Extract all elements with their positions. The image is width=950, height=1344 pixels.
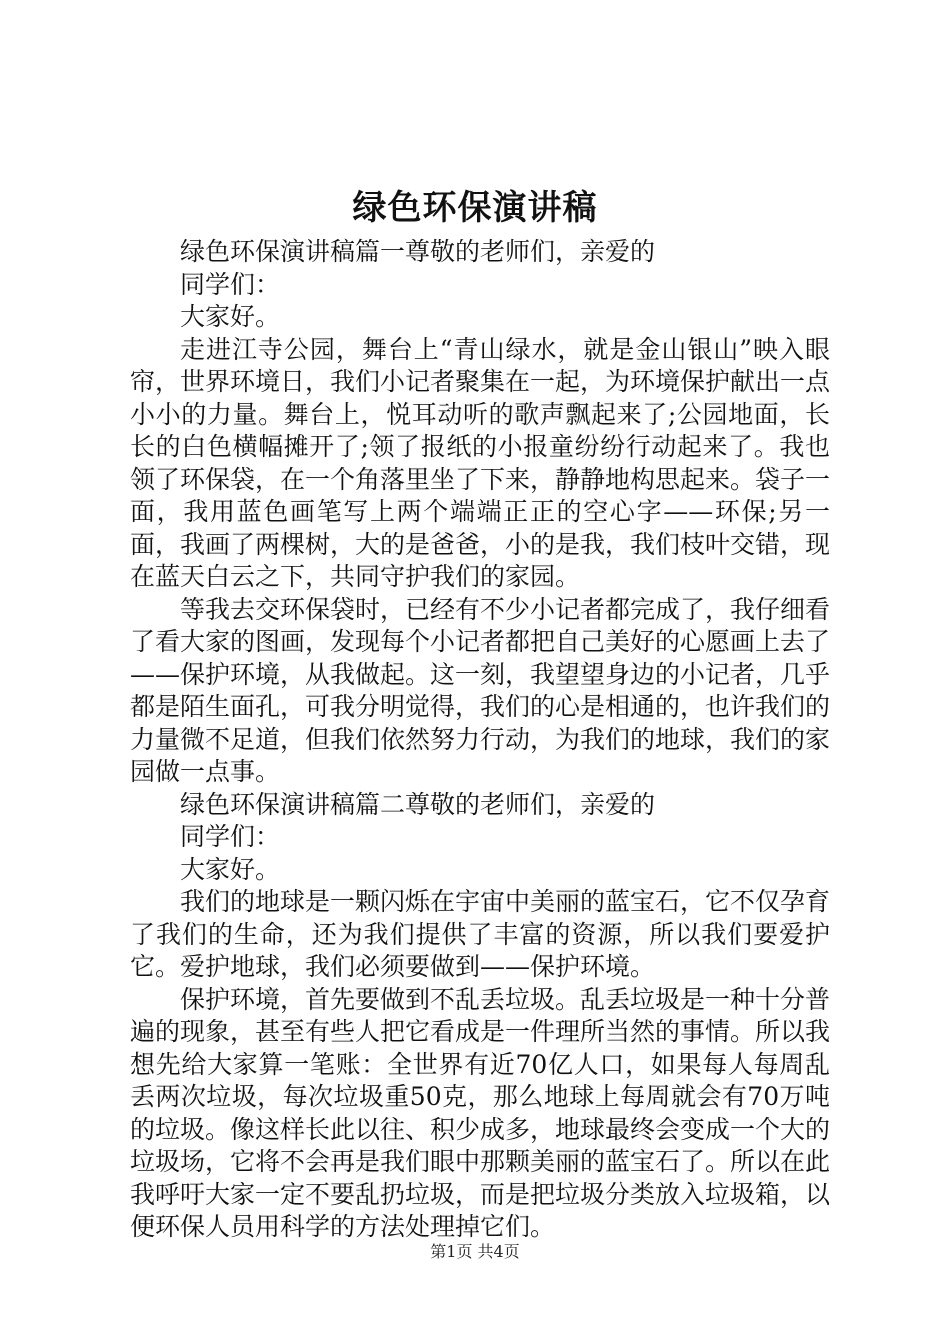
body-paragraph: 我们的地球是一颗闪烁在宇宙中美丽的蓝宝石，它不仅孕育了我们的生命，还为我们提供了丰富的资源，所以我们要爱护它。爱护地球，我们必须要做到——保护环境。 xyxy=(130,887,831,981)
greeting-line: 大家好。 xyxy=(180,302,281,331)
page-number-footer: 第1页 共4页 xyxy=(430,1242,520,1261)
body-paragraph: 走进江寺公园，舞台上“青山绿水，就是金山银山”映入眼帘，世界环境日，我们小记者聚集在一起，为环境保护献出一点小小的力量。舞台上，悦耳动听的歌声飘起来了;公园地面，长长的白色横幅摊开了;领了报纸的小报童纷纷行动起来了。我也领了环保袋，在一个角落里坐了下来，静静地构思起来。袋子一面，我用蓝色画笔写上两个端端正正的空心字——环保;另一面，我画了两棵树，大的是爸爸，小的是我，我们枝叶交错，现在蓝天白云之下，共同守护我们的家园。 xyxy=(130,334,831,591)
greeting-line: 绿色环保演讲稿篇二尊敬的老师们，亲爱的 xyxy=(180,789,656,819)
greeting-line: 同学们： xyxy=(180,269,281,299)
document-title: 绿色环保演讲稿 xyxy=(352,188,598,228)
document-body xyxy=(130,236,830,1244)
greeting-line: 大家好。 xyxy=(180,854,281,884)
body-paragraph: 等我去交环保袋时，已经有不少小记者都完成了，我仔细看了看大家的图画，发现每个小记者都把自己美好的心愿画上去了——保护环境，从我做起。这一刻，我望望身边的小记者，几乎都是陌生面孔，可我分明觉得，我们的心是相通的，也许我们的力量微不足道，但我们依然努力行动，为我们的地球，我们的家园做一点事。 xyxy=(130,594,831,786)
greeting-line: 同学们： xyxy=(180,822,281,851)
body-paragraph: 保护环境，首先要做到不乱丢垃圾。乱丢垃圾是一种十分普遍的现象，甚至有些人把它看成是一件理所当然的事情。所以我想先给大家算一笔账：全世界有近70亿人口，如果每人每周乱丢两次垃圾，每次垃圾重50克，那么地球上每周就会有70万吨的垃圾。像这样长此以往、积少成多，地球最终会变成一个大的垃圾场，它将不会再是我们眼中那颗美丽的蓝宝石了。所以在此我呼吁大家一定不要乱扔垃圾，而是把垃圾分类放入垃圾箱，以便环保人员用科学的方法处理掉它们。 xyxy=(130,984,831,1241)
greeting-line: 绿色环保演讲稿篇一尊敬的老师们，亲爱的 xyxy=(180,237,656,266)
